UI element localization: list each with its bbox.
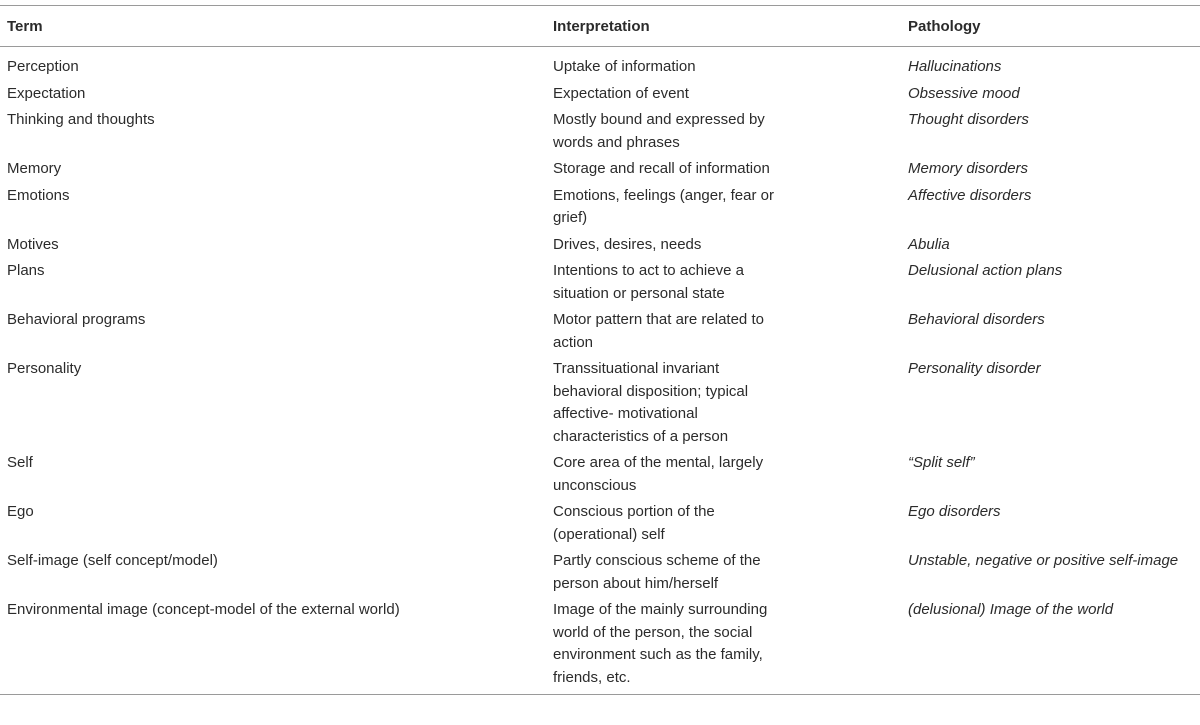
cell-interpretation: Expectation of event	[553, 84, 689, 102]
cell-term: Ego	[7, 503, 34, 520]
header-interpretation: Interpretation	[546, 6, 901, 47]
cell-term: Behavioral programs	[7, 311, 146, 328]
cell-pathology: Hallucinations	[908, 58, 1002, 75]
table-row	[0, 258, 1200, 307]
cell-pathology: Delusional action plans	[908, 262, 1063, 279]
cell-pathology: Personality disorder	[908, 360, 1041, 377]
cell-term: Personality	[7, 360, 82, 377]
cell-term: Self	[7, 454, 33, 471]
table-header	[0, 6, 1200, 47]
cell-interpretation: Core area of the mental, largely unconscious	[553, 454, 764, 494]
cell-interpretation: Transsituational invariant behavioral disposition; typical affective- motivational characteristics of a person	[553, 360, 749, 445]
cell-term: Perception	[7, 58, 79, 75]
cell-pathology: (delusional) Image of the world	[908, 601, 1114, 618]
cell-term: Memory	[7, 160, 62, 177]
cell-pathology: Behavioral disorders	[908, 311, 1045, 328]
cell-term: Plans	[7, 262, 45, 279]
cell-pathology: Obsessive mood	[908, 84, 1020, 102]
cell-pathology: “Split self”	[908, 454, 975, 471]
cell-term: Emotions	[7, 186, 70, 204]
header-row	[0, 6, 1200, 47]
cell-interpretation: Mostly bound and expressed by words and phrases	[553, 111, 765, 151]
table-row	[0, 597, 1200, 695]
cell-interpretation: Storage and recall of information	[553, 160, 770, 177]
cell-term: Expectation	[7, 84, 86, 102]
cell-term: Thinking and thoughts	[7, 111, 155, 128]
cell-interpretation: Conscious portion of the (operational) self	[553, 503, 715, 543]
cell-interpretation: Intentions to act to achieve a situation or personal state	[553, 262, 744, 302]
table-row	[0, 450, 1200, 499]
table-row	[0, 548, 1200, 597]
cell-term: Motives	[7, 235, 59, 253]
table-row	[0, 81, 1200, 108]
cell-pathology: Ego disorders	[908, 503, 1001, 520]
cell-interpretation: Partly conscious scheme of the person about him/herself	[553, 552, 761, 592]
table-row	[0, 47, 1200, 81]
cell-term: Environmental image (concept-model of the external world)	[7, 601, 400, 618]
cell-pathology: Thought disorders	[908, 111, 1029, 128]
cell-interpretation: Uptake of information	[553, 58, 696, 75]
cell-interpretation: Image of the mainly surrounding world of the person, the social environment such as the family, friends, etc.	[553, 601, 768, 686]
cell-interpretation: Drives, desires, needs	[553, 235, 702, 253]
table-body	[0, 47, 1200, 695]
cell-pathology: Abulia	[908, 235, 950, 253]
cell-interpretation: Motor pattern that are related to action	[553, 311, 764, 351]
table-row	[0, 356, 1200, 450]
cell-term: Self-image (self concept/model)	[7, 552, 218, 569]
cell-pathology: Unstable, negative or positive self-image	[908, 552, 1179, 569]
cell-interpretation: Emotions, feelings (anger, fear or grief)	[553, 186, 774, 226]
header-pathology: Pathology	[901, 6, 1200, 47]
cell-pathology: Affective disorders	[908, 186, 1032, 204]
table-row	[0, 156, 1200, 183]
table-row	[0, 307, 1200, 356]
header-term: Term	[0, 6, 546, 47]
table-row	[0, 183, 1200, 232]
table-row	[0, 107, 1200, 156]
terms-table	[0, 5, 1200, 695]
table-row	[0, 232, 1200, 259]
table-row	[0, 499, 1200, 548]
cell-pathology: Memory disorders	[908, 160, 1029, 177]
